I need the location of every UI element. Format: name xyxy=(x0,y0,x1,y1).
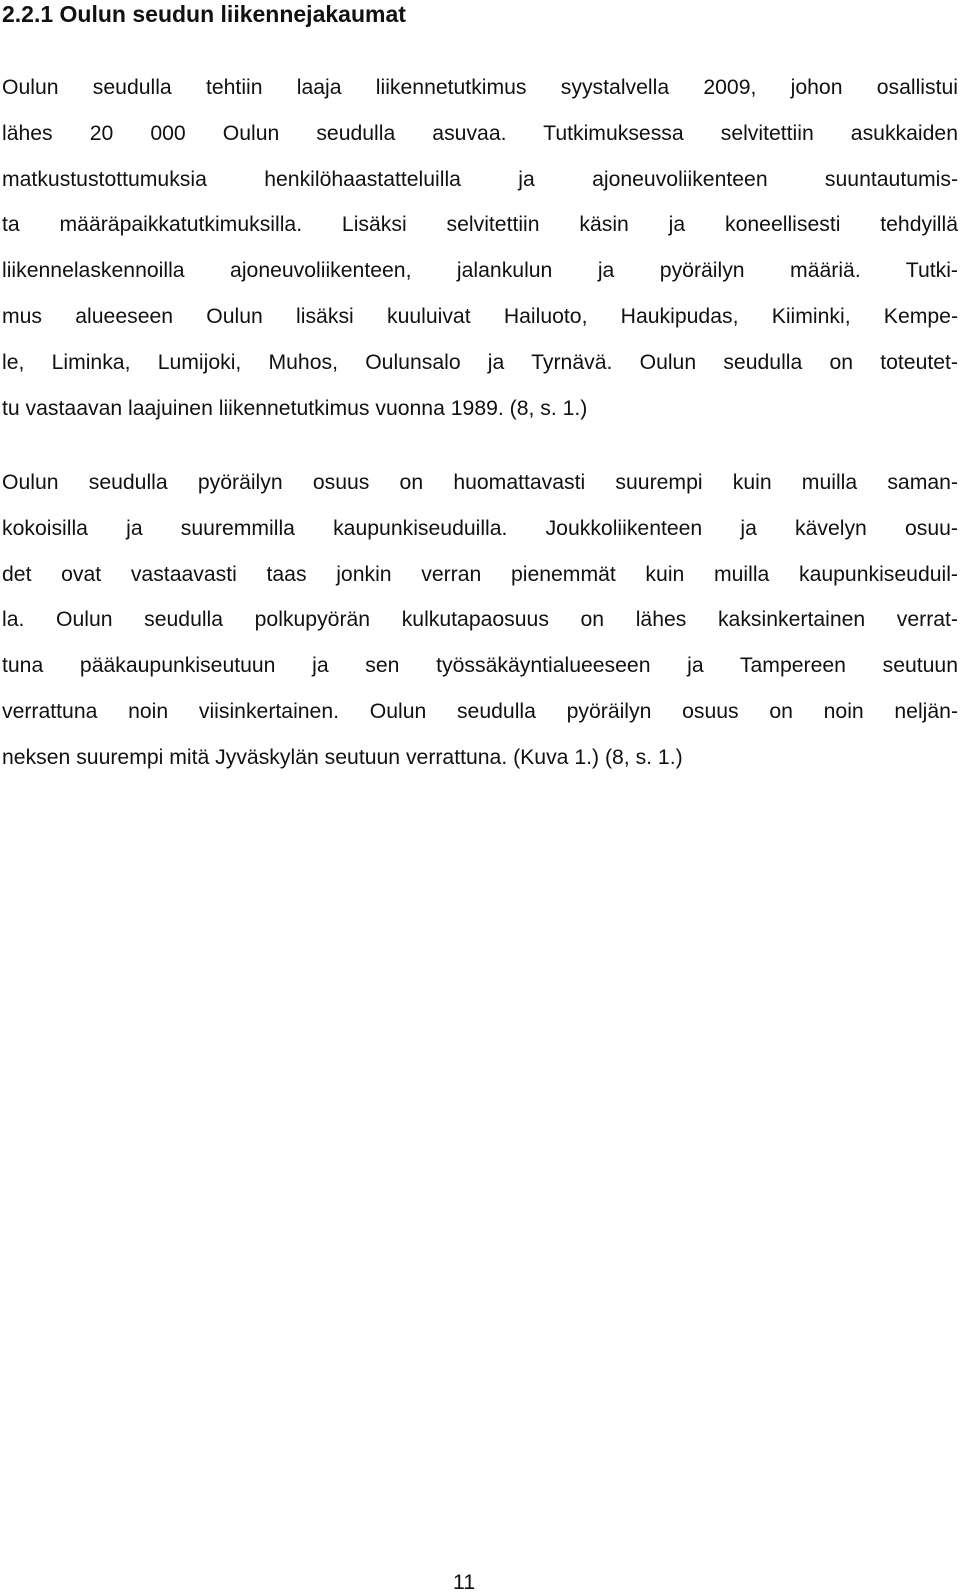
text-line: mus alueeseen Oulun lisäksi kuuluivat Hailuoto, Haukipudas, Kiiminki, Kempe- xyxy=(2,304,958,328)
section-heading: 2.2.1 Oulun seudun liikennejakaumat xyxy=(2,1,406,27)
text-line: neksen suurempi mitä Jyväskylän seutuun verrattuna. (Kuva 1.) (8, s. 1.) xyxy=(2,745,683,769)
text-line: liikennelaskennoilla ajoneuvoliikenteen, jalankulun ja pyöräilyn määriä. Tutki- xyxy=(2,259,958,283)
text-line: tuna pääkaupunkiseutuun ja sen työssäkäyntialueeseen ja Tampereen seutuun xyxy=(2,654,958,678)
text-line: ta määräpaikkatutkimuksilla. Lisäksi selvitettiin käsin ja koneellisesti tehdyillä xyxy=(2,213,958,237)
text-line: lähes 20 000 Oulun seudulla asuvaa. Tutkimuksessa selvitettiin asukkaiden xyxy=(2,121,958,145)
text-line: kokoisilla ja suuremmilla kaupunkiseuduilla. Joukkoliikenteen ja kävelyn osuu- xyxy=(2,516,958,540)
paragraph-cycling-share xyxy=(2,460,958,781)
text-line: verrattuna noin viisinkertainen. Oulun seudulla pyöräilyn osuus on noin neljän- xyxy=(2,699,958,723)
text-line: Oulun seudulla tehtiin laaja liikennetutkimus syystalvella 2009, johon osallistui xyxy=(2,76,958,99)
text-line: la. Oulun seudulla polkupyörän kulkutapaosuus on lähes kaksinkertainen verrat- xyxy=(2,608,958,632)
text-line: matkustustottumuksia henkilöhaastatteluilla ja ajoneuvoliikenteen suuntautumis- xyxy=(2,167,958,191)
text-line: tu vastaavan laajuinen liikennetutkimus vuonna 1989. (8, s. 1.) xyxy=(2,396,588,420)
paragraph-survey xyxy=(2,65,958,431)
text-line: Oulun seudulla pyöräilyn osuus on huomattavasti suurempi kuin muilla saman- xyxy=(2,471,958,494)
text-line: le, Liminka, Lumijoki, Muhos, Oulunsalo ja Tyrnävä. Oulun seudulla on toteutet- xyxy=(2,350,958,374)
text-line: det ovat vastaavasti taas jonkin verran pienemmät kuin muilla kaupunkiseuduil- xyxy=(2,562,958,586)
page-number: 11 xyxy=(452,1570,476,1594)
